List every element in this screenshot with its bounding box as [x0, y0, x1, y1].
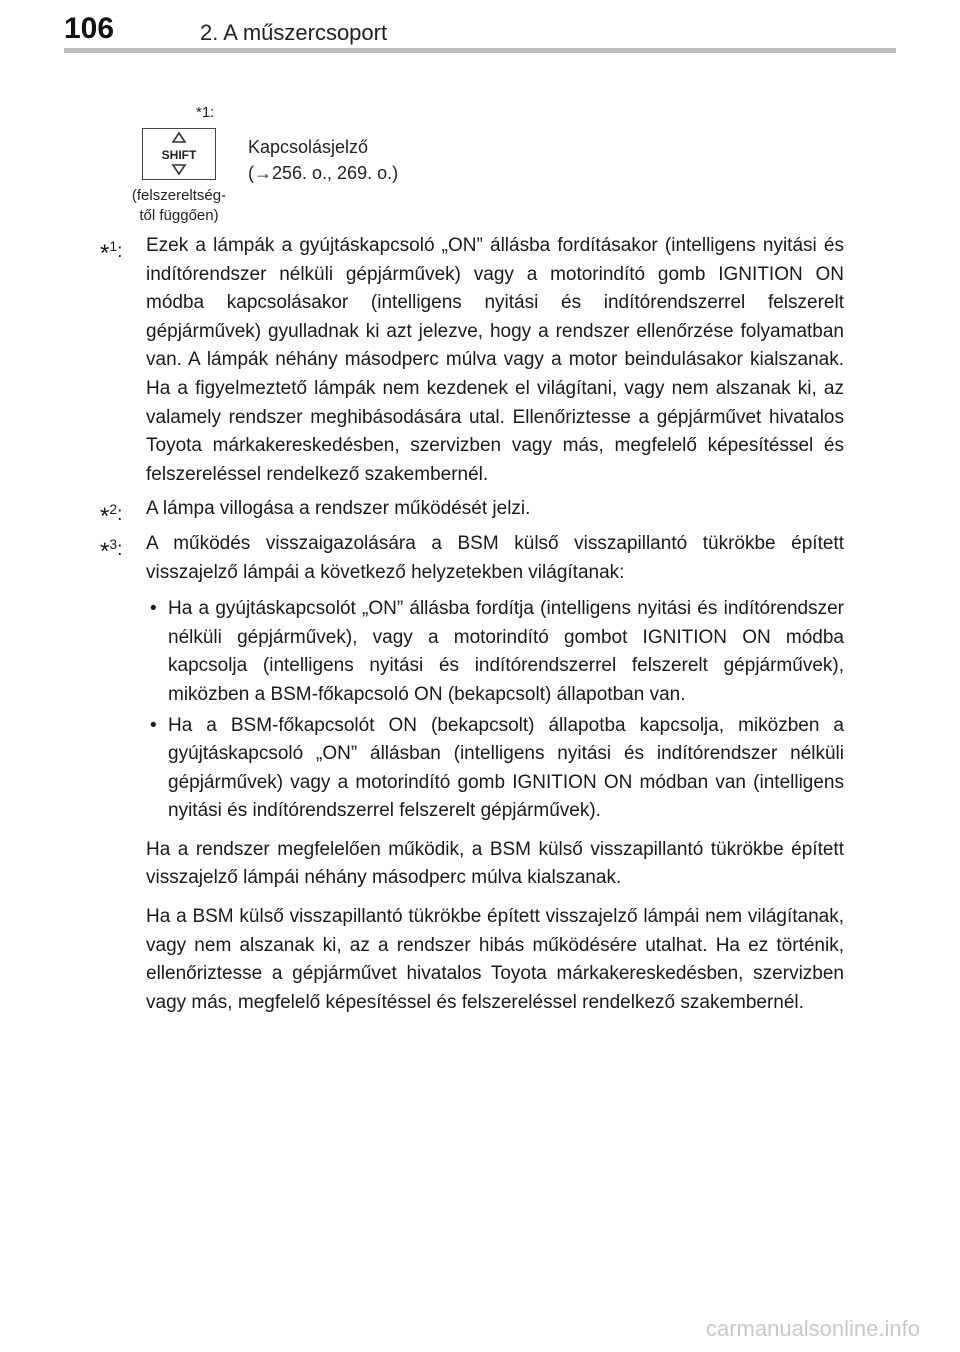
- shift-indicator-icon: [142, 128, 216, 180]
- footnote-marker: *$^2$:: [100, 501, 123, 531]
- footnote-marker: *$^3$:: [100, 535, 123, 565]
- page-header: [64, 12, 904, 52]
- footnote-2: [100, 495, 844, 531]
- icon-caption: (felszereltség- től függően): [131, 187, 227, 224]
- icon-page-reference: (→256. o., 269. o.): [248, 163, 399, 183]
- indicator-entry: [120, 104, 840, 234]
- paragraph: Ha a rendszer megfelelően működik, a BSM külső visszapillantó tükrökbe épített visszajelző lámpái néhány másodperc múlva kialszanak.: [146, 838, 844, 889]
- section-title: 2. A műszercsoport: [200, 20, 388, 45]
- footnote-marker: *$^1$:: [100, 238, 123, 267]
- footnote-text: A lámpa villogása a rendszer működését jelzi.: [146, 498, 531, 520]
- footnote-1: [100, 232, 844, 489]
- list-item: • Ha a BSM-főkapcsolót ON (bekapcsolt) állapotba kapcsolja, miközben a gyújtáskapcsoló „ON” állásban (intelligens nyitási és indítórendszer nélküli gépjárművek) vagy a motorindító gomb IGNITION ON módban van (intelligens nyitási és indítórendszerrel felszerelt gépjárművek).: [146, 712, 844, 826]
- shift-icon-label: SHIFT: [161, 148, 197, 162]
- header-divider: [64, 48, 896, 53]
- bullet-list: [146, 595, 844, 826]
- icon-footnote-mark: *1:: [196, 104, 215, 121]
- page-number: 106: [64, 12, 115, 45]
- icon-description: [248, 134, 398, 186]
- paragraph: Ha a BSM külső visszapillantó tükrökbe épített visszajelző lámpái nem világítanak, vagy nem alszanak ki, az a rendszer hibás működésére utalhat. Ha ez történik, ellenőriztesse a gépjárművet hivatalos Toyota márkakereskedésben, szervizben vagy más, megfelelő képesítéssel és felszereléssel rendelkező szakembernél.: [146, 906, 844, 1013]
- footnote-text: A működés visszaigazolására a BSM külső visszapillantó tükrökbe épített visszajelző lámpái a következő helyzetekben világítanak:: [146, 532, 844, 583]
- watermark: carmanualsonline.info: [705, 1316, 920, 1341]
- footnote-3: [100, 530, 844, 1018]
- footnote-text: Ezek a lámpák a gyújtáskapcsoló „ON” állásba fordításakor (intelligens nyitási és indítórendszer nélküli gépjárművek) vagy a motorindító gomb IGNITION ON módba kapcsolásakor (intelligens nyitási és indítórendszerrel felszerelt gépjárművek) gyulladnak ki azt jelezve, hogy a rendszer ellenőrzése folyamatban van. A lámpák néhány másodperc múlva vagy a motor beindulásakor kialszanak. Ha a figyelmeztető lámpák nem kezdenek el világítani, vagy nem alszanak ki, az valamely rendszer meghibásodására utal. Ellenőriztesse a gépjárművet hivatalos Toyota márkakereskedésben, szervizben vagy más, megfelelő képesítéssel és felszereléssel rendelkező szakembernél.: [146, 235, 844, 485]
- list-item: • Ha a gyújtáskapcsolót „ON” állásba fordítja (intelligens nyitási és indítórendszer nélküli gépjárművek), vagy a motorindító gombot IGNITION ON módba kapcsolja (intelligens nyitási és indítórendszerrel felszerelt gépjárművek), miközben a BSM-főkapcsoló ON (bekapcsolt) állapotban van.: [146, 595, 844, 709]
- footnotes: [100, 232, 844, 1023]
- icon-description-title: Kapcsolásjelző: [248, 137, 369, 157]
